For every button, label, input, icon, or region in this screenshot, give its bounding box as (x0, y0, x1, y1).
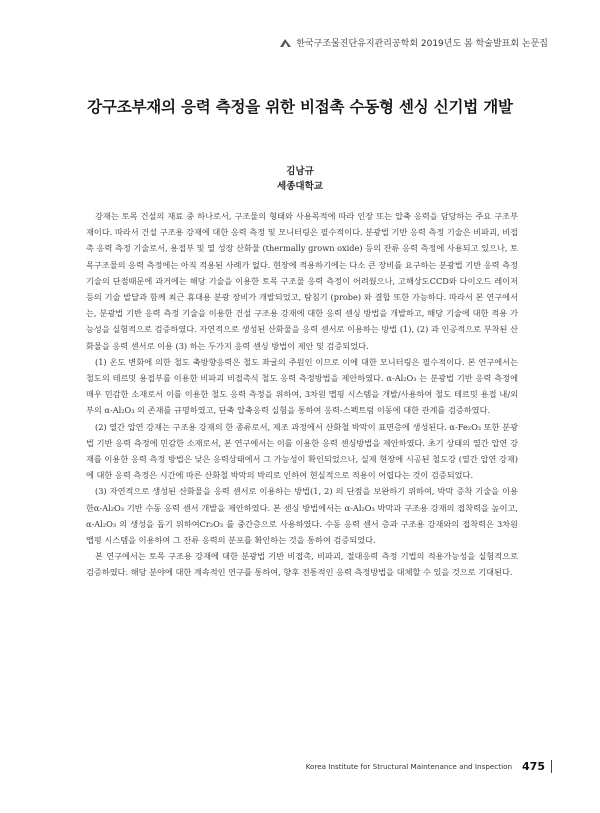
paper-title: 강구조부재의 응력 측정을 위한 비접촉 수동형 센싱 신기법 개발 (87, 97, 513, 116)
page-footer (306, 760, 552, 773)
page-number: 475 (522, 760, 545, 773)
abstract-paragraph: (2) 열간 압연 강재는 구조용 강재의 한 종류로서, 제조 과정에서 산화철 박막이 표면층에 생성된다. α-Fe₂O₃ 또한 분광법 기반 응력 측정에 민감한 소재로서, 본 연구에서는 이를 이용한 응력 센싱방법을 제안하였다. 초기 상태의 열간 압연 강재를 이용한 응력 측정 방법은 낮은 응력상태에서 그 가능성이 확인되었으나, 실제 현장에 시공된 철도강 (열간 압연 강재) 에 대한 응력 측정은 시간에 따른 산화철 박막의 박리로 인하여 현실적으로 적용이 어렵다는 것이 검증되었다. (86, 421, 518, 481)
author-affiliation: 세종대학교 (277, 181, 323, 192)
abstract-paragraph: 본 연구에서는 토목 구조용 강재에 대한 분광법 기반 비접촉, 비파괴, 절대응력 측정 기법의 적용가능성을 실험적으로 검증하였다. 해당 분야에 대한 계속적인 연구를 통하여, 향후 전통적인 응력 측정방법을 대체할 수 있을 것으로 기대된다. (86, 551, 518, 578)
running-header (280, 36, 548, 49)
footer-divider (551, 760, 552, 773)
abstract-paragraph: 강재는 토목 건설의 재료 중 하나로서, 구조물의 형태와 사용목적에 따라 인장 또는 압축 응력을 담당하는 주요 구조부재이다. 따라서 건설 구조용 강재에 대한 응력 측정 및 모니터링은 필수적이다. 분광법 기반 응력 측정 기술은 비파괴, 비접촉 응력 측정 기술로서, 용접부 및 열 성장 산화물 (thermally grown oxide) 등의 잔류 응력 측정에 사용되고 있으나, 토목구조물의 응력 측정에는 아직 적용된 사례가 없다. 현장에 적용하기에는 다소 큰 장비를 요구하는 분광법 기반 응력 측정 기술의 단점때문에 과거에는 해당 기술을 이용한 토목 구조물 응력 측정이 어려웠으나, 고해상도CCD와 다이오드 레이저 등의 기술 발달과 함께 최근 휴대용 분광 장비가 개발되었고, 탐침기 (probe) 와 결합 또한 가능하다. 따라서 본 연구에서는, 분광법 기반 응력 측정 기술을 이용한 건설 구조용 강재에 대한 응력 센싱 방법을 개발하고, 해당 기술에 대한 적용 가능성을 실험적으로 검증하였다. 자연적으로 생성된 산화물을 응력 센서로 이용하는 방법 (1), (2) 과 인공적으로 부착된 산화물을 응력 센서로 이용 (3) 하는 두가지 응력 센싱 방법이 제안 및 검증되었다. (86, 211, 518, 351)
leaf-logo-icon (280, 39, 291, 47)
footer-institute: Korea Institute for Structural Maintenance and Inspection (305, 762, 513, 771)
journal-name: 한국구조물진단유지관리공학회 2019년도 봄 학술발표회 논문집 (296, 39, 548, 49)
author-name: 김남규 (286, 166, 314, 177)
abstract-body (86, 208, 518, 581)
abstract-paragraph: (3) 자연적으로 생성된 산화물을 응력 센서로 이용하는 방법(1, 2) 의 단점을 보완하기 위하여, 박막 증착 기술을 이용한α-Al₂O₃ 기반 수동 응력 센서 개발을 제안하였다. 본 센싱 방법에서는 α-Al₂O₃ 박막과 구조용 강재의 접착력을 높이고, α-Al₂O₃ 의 생성을 돕기 위하여Cr₂O₃ 를 중간층으로 사용하였다. 수동 응력 센서 층과 구조용 강재와의 접착력은 3차원 맵핑 시스템을 이용하여 그 잔류 응력의 분포를 확인하는 것을 통하여 검증되었다. (86, 486, 518, 546)
abstract-paragraph: (1) 온도 변화에 의한 철도 축방향응력은 철도 좌굴의 주원인 이므로 이에 대한 모니터링은 필수적이다. 본 연구에서는 철도의 테르밋 용접부를 이용한 비파괴 비접촉식 철도 응력 측정방법을 제안하였다. α-Al₂O₃ 는 분광법 기반 응력 측정에 매우 민감한 소재로서 이를 이용한 철도 응력 측정을 위하여, 3차원 맵핑 시스템을 개발/사용하여 철도 테르밋 용접 내/외부의 α-Al₂O₃ 의 존재를 규명하였고, 단축 압축응력 실험을 통하여 응력-스펙트럼 이동에 대한 관계를 검증하였다. (86, 356, 518, 416)
